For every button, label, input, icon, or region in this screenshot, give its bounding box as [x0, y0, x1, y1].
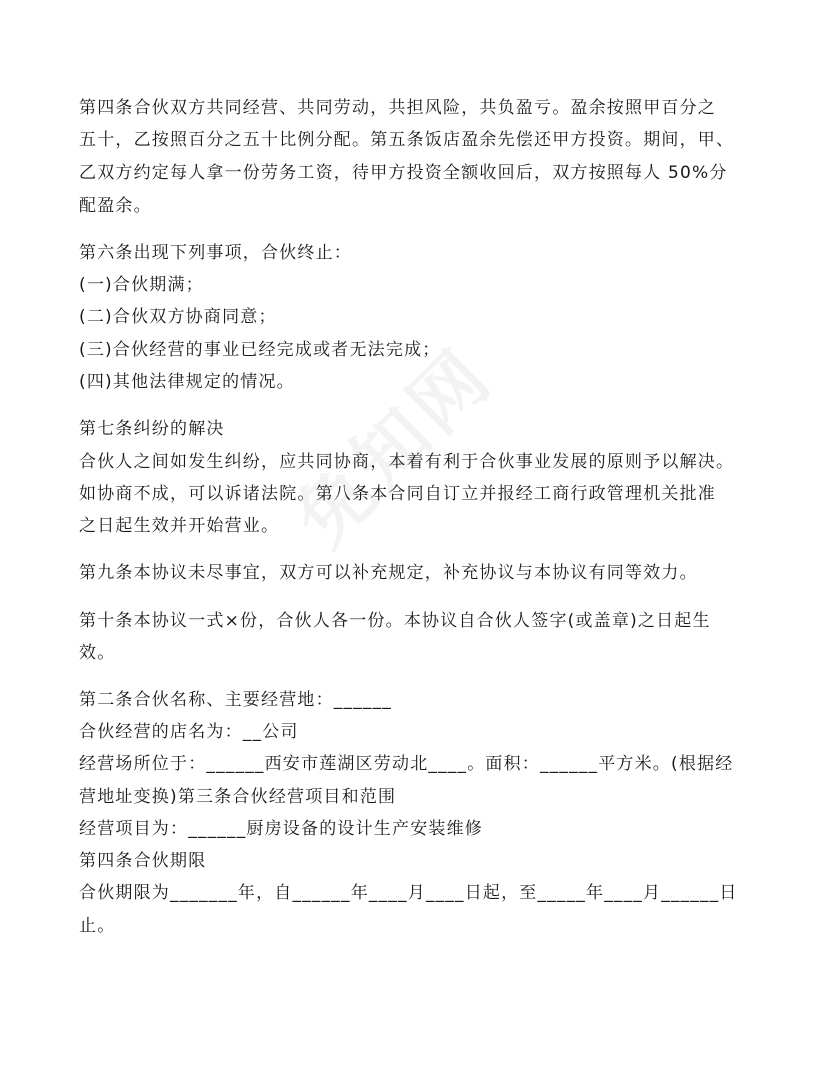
text-line: 经营项目为：______厨房设备的设计生产安装维修 — [79, 819, 483, 839]
text-line: 合伙人之间如发生纠纷，应共同协商，本着有利于合伙事业发展的原则予以解决。 — [79, 452, 735, 472]
text-line: 第四条合伙期限 — [79, 851, 207, 871]
text-line: 五十，乙按照百分之五十比例分配。第五条饭店盈余先偿还甲方投资。期间，甲、 — [79, 130, 735, 150]
text-line: 配盈余。 — [79, 196, 152, 216]
text-line: 止。 — [79, 916, 116, 936]
text-line: 如协商不成，可以诉诸法院。第八条本合同自订立并报经工商行政管理机关批准 — [79, 484, 716, 504]
text-line: 第九条本协议未尽事宜，双方可以补充规定，补充协议与本协议有同等效力。 — [79, 563, 698, 583]
text-line: 合伙期限为_______年，自______年____月____日起，至_____年____月______日 — [79, 883, 738, 903]
text-line: (二)合伙双方协商同意； — [79, 307, 277, 327]
text-line: 效。 — [79, 643, 116, 663]
text-line: (四)其他法律规定的情况。 — [79, 372, 295, 392]
text-line: 经营场所位于：______西安市莲湖区劳动北____。面积：______平方米。(根据经 — [79, 754, 734, 774]
text-line: 第六条出现下列事项，合伙终止： — [79, 243, 352, 263]
text-line: (一)合伙期满； — [79, 275, 204, 295]
text-line: (三)合伙经营的事业已经完成或者无法完成； — [79, 340, 441, 360]
text-line: 第七条纠纷的解决 — [79, 419, 225, 439]
text-line: 第二条合伙名称、主要经营地：______ — [79, 690, 392, 710]
text-line: 乙双方约定每人拿一份劳务工资，待甲方投资全额收回后，双方按照每人 50%分 — [79, 163, 728, 183]
text-line: 营地址变换)第三条合伙经营项目和范围 — [79, 787, 397, 807]
text-line: 之日起生效并开始营业。 — [79, 516, 280, 536]
text-line: 合伙经营的店名为：__公司 — [79, 722, 299, 742]
text-line: 第四条合伙双方共同经营、共同劳动，共担风险，共负盈亏。盈余按照甲百分之 — [79, 98, 716, 118]
text-line: 第十条本协议一式×份，合伙人各一份。本协议自合伙人签字(或盖章)之日起生 — [79, 611, 711, 631]
